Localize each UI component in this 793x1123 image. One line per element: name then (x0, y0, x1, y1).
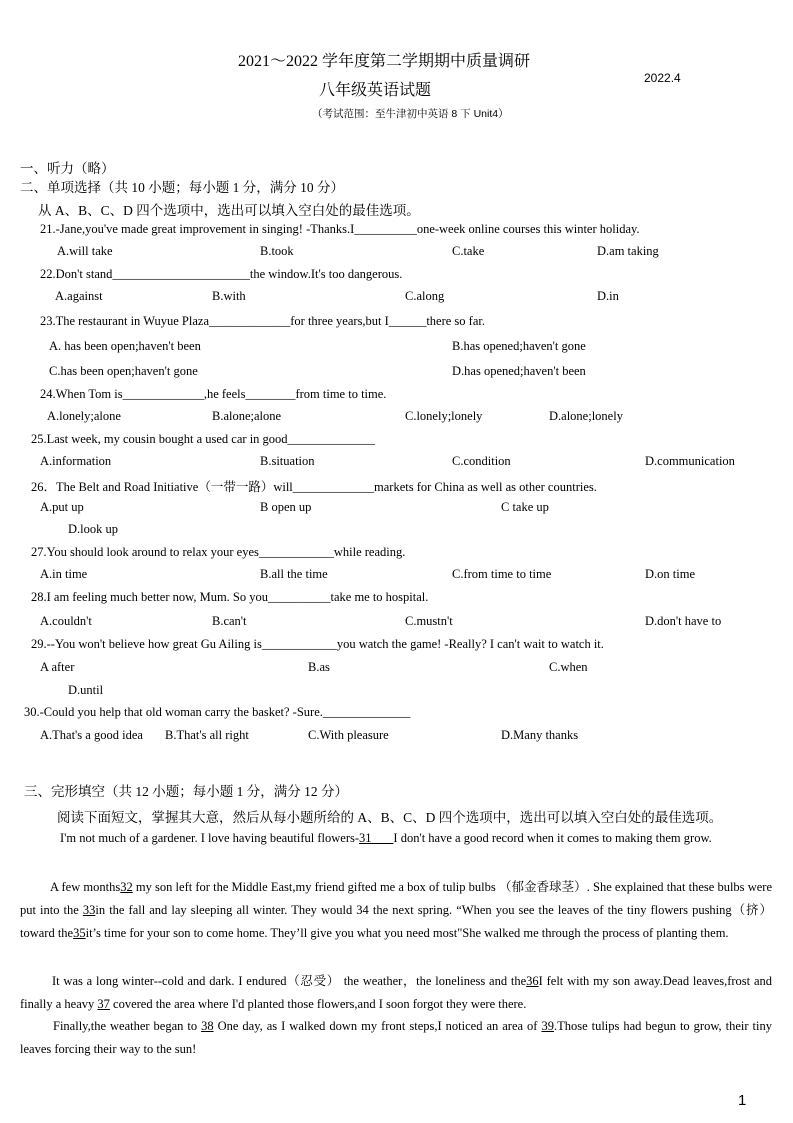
question-24-option-c: C.lonely;lonely (405, 409, 483, 423)
question-23-stem: 23.The restaurant in Wuyue Plaza_____________for three years,but I______there so far. (40, 314, 485, 328)
question-27-option-c: C.from time to time (452, 567, 552, 581)
cloze-p2-text-e: in the fall and lay sleeping all winter. They would 34 the next spring. “When you see the leaves of the tiny flowers pushing（挤）toward the (20, 903, 772, 940)
question-21-option-a: A.will take (57, 244, 113, 258)
page-number: 1 (738, 1092, 747, 1109)
question-23-option-b: B.has opened;haven't gone (452, 339, 586, 353)
question-26-stem: 26．The Belt and Road Initiative（一带一路）will_____________markets for China as well as other countries. (31, 480, 597, 494)
question-28-option-a: A.couldn't (40, 614, 92, 628)
question-21-option-b: B.took (260, 244, 294, 258)
cloze-p3-text-a: It was a long winter--cold and dark. I endured（忍受） the weather，the loneliness and the (52, 974, 527, 988)
question-22-stem: 22.Don't stand______________________the window.It's too dangerous. (40, 267, 403, 281)
question-27-option-a: A.in time (40, 567, 88, 581)
exam-title: 2021～2022 学年度第二学期期中质量调研 (238, 53, 531, 70)
cloze-paragraph-4 (20, 1015, 772, 1061)
question-24-option-b: B.alone;alone (212, 409, 282, 423)
question-24-option-d: D.alone;lonely (549, 409, 623, 423)
question-28-option-d: D.don't have to (645, 614, 722, 628)
question-21-stem: 21.-Jane,you've made great improvement in singing! -Thanks.I__________one-week online courses this winter holiday. (40, 222, 640, 236)
question-29-option-d: D.until (68, 683, 104, 697)
cloze-blank-36: 36 (526, 974, 539, 988)
question-30-option-c: C.With pleasure (308, 728, 389, 742)
question-29-option-a: A after (40, 660, 75, 674)
cloze-p1-text-a: I'm not much of a gardener. I love having beautiful flowers- (60, 831, 360, 845)
cloze-paragraph-2 (20, 876, 772, 945)
exam-scope: （考试范围：至牛津初中英语 8 下 Unit4） (312, 108, 509, 120)
cloze-p4-text-a: Finally,the weather began to (53, 1019, 202, 1033)
question-30-stem: 30.-Could you help that old woman carry the basket? -Sure.______________ (24, 705, 411, 719)
cloze-blank-37: 37 (97, 997, 110, 1011)
question-22-option-b: B.with (212, 289, 246, 303)
question-29-option-b: B.as (308, 660, 330, 674)
question-22-option-c: C.along (405, 289, 445, 303)
cloze-p2-text-c: my son left for the Middle East,my friend gifted me a box of tulip bulbs （郁金香球茎）. She explained that these bulbs were put into the (20, 880, 772, 917)
question-29-option-c: C.when (549, 660, 588, 674)
section-single-choice-heading: 二、单项选择（共 10 小题；每小题 1 分，满分 10 分） (20, 180, 344, 195)
question-30-option-d: D.Many thanks (501, 728, 579, 742)
question-23-option-c: C.has been open;haven't gone (49, 364, 198, 378)
exam-date: 2022.4 (644, 71, 681, 85)
question-21-option-c: C.take (452, 244, 485, 258)
question-26-option-c: C take up (501, 500, 549, 514)
question-23-option-a: A. has been open;haven't been (49, 339, 201, 353)
section-single-choice-instruction: 从 A、B、C、D 四个选项中，选出可以填入空白处的最佳选项。 (38, 203, 420, 218)
question-26-option-d: D.look up (68, 522, 118, 536)
cloze-blank-32: 32 (120, 880, 133, 894)
question-22-option-a: A.against (55, 289, 103, 303)
question-25-option-a: A.information (40, 454, 112, 468)
cloze-p2-text-g: it’s time for your son to come home. They’ll give you what you need most"She walked me through the process of planting them. (85, 926, 729, 940)
question-28-stem: 28.I am feeling much better now, Mum. So you__________take me to hospital. (31, 590, 429, 604)
cloze-p3-text-e: covered the area where I'd planted those flowers,and I soon forgot they were there. (109, 997, 527, 1011)
question-25-option-c: C.condition (452, 454, 511, 468)
section-listening-heading: 一、听力（略） (20, 161, 115, 176)
question-27-stem: 27.You should look around to relax your eyes____________while reading. (31, 545, 406, 559)
question-28-option-b: B.can't (212, 614, 247, 628)
question-30-option-b: B.That's all right (165, 728, 249, 742)
question-21-option-d: D.am taking (597, 244, 659, 258)
question-23-option-d: D.has opened;haven't been (452, 364, 586, 378)
question-27-option-b: B.all the time (260, 567, 328, 581)
cloze-paragraph-3 (20, 970, 772, 1016)
cloze-blank-35: 35 (73, 926, 86, 940)
cloze-p2-text-a: A few months (50, 880, 121, 894)
question-24-stem: 24.When Tom is_____________,he feels________from time to time. (40, 387, 387, 401)
question-22-option-d: D.in (597, 289, 619, 303)
section-cloze-instruction: 阅读下面短文，掌握其大意，然后从每小题所给的 A、B、C、D 四个选项中，选出可以填入空白处的最佳选项。 (57, 810, 723, 825)
cloze-p1-text-c: I don't have a good record when it comes to making them grow. (393, 831, 712, 845)
cloze-p4-text-e: .Those tulips had begun to grow, their tiny leaves forcing their way to the sun! (20, 1019, 772, 1056)
cloze-blank-31: 31 (359, 831, 372, 845)
question-24-option-a: A.lonely;alone (47, 409, 121, 423)
question-27-option-d: D.on time (645, 567, 695, 581)
cloze-blank-31-line (372, 831, 394, 845)
cloze-blank-33: 33 (82, 903, 96, 917)
exam-subtitle: 八年级英语试题 (319, 82, 432, 99)
question-25-option-b: B.situation (260, 454, 315, 468)
cloze-paragraph-1 (20, 827, 772, 850)
question-25-option-d: D.communication (645, 454, 735, 468)
section-cloze-heading: 三、完形填空（共 12 小题；每小题 1 分，满分 12 分） (24, 784, 348, 799)
question-28-option-c: C.mustn't (405, 614, 453, 628)
cloze-blank-38: 38 (201, 1019, 214, 1033)
cloze-blank-39: 39 (541, 1019, 554, 1033)
question-29-stem: 29.--You won't believe how great Gu Ailing is____________you watch the game! -Really? I can't wait to watch it. (31, 637, 604, 651)
question-26-option-a: A.put up (40, 500, 84, 514)
cloze-p3-text-c: I felt with my son away.Dead leaves,frost and finally a heavy (20, 974, 772, 1011)
cloze-p4-text-c: One day, as I walked down my front steps,I noticed an area of (213, 1019, 542, 1033)
question-25-stem: 25.Last week, my cousin bought a used car in good______________ (31, 432, 376, 446)
question-30-option-a: A.That's a good idea (40, 728, 143, 742)
question-26-option-b: B open up (260, 500, 312, 514)
